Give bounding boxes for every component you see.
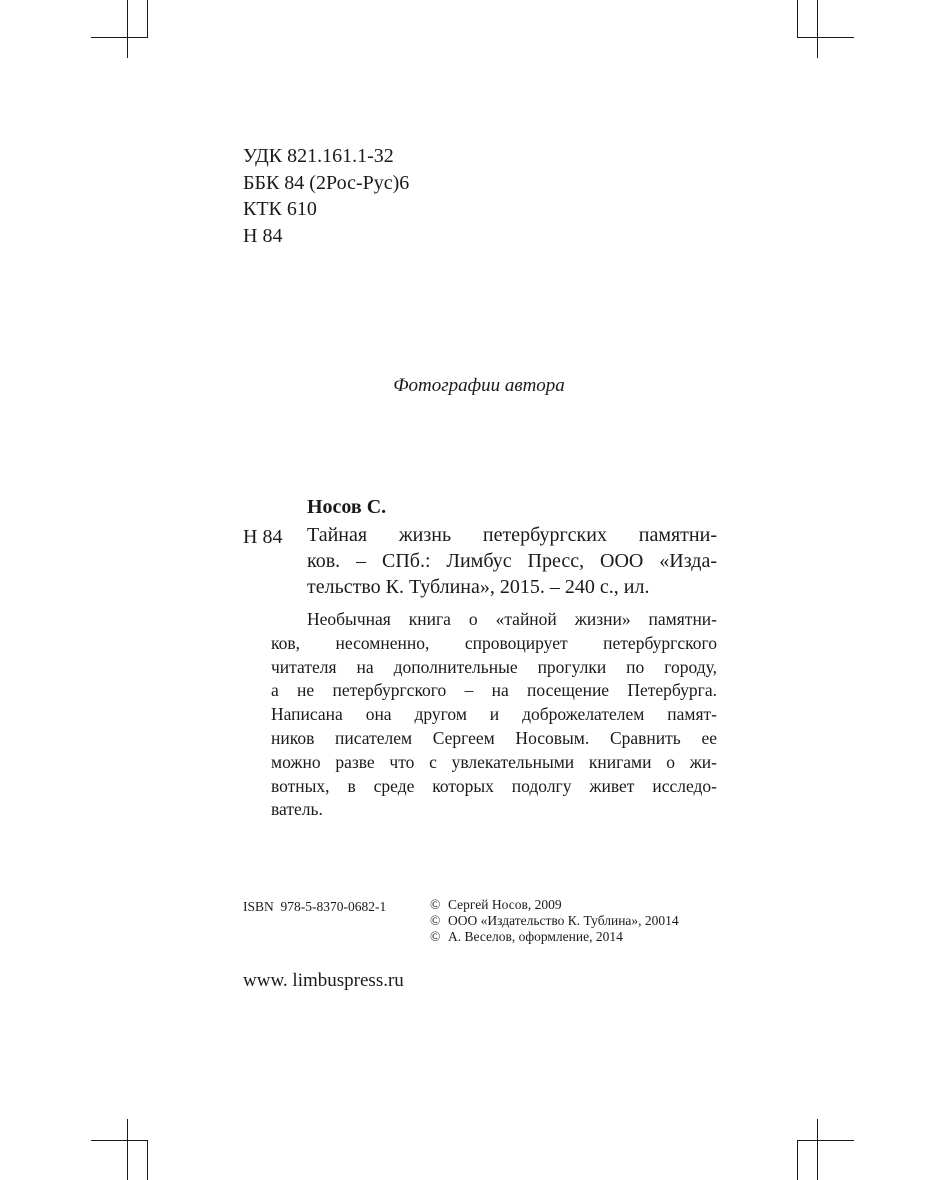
author-code: Н 84 <box>243 526 283 548</box>
copyright-line: ООО «Издательство К. Тублина», 20014 <box>448 913 679 928</box>
annotation-line: можно разве что с увлекательными книгами о жи- <box>271 751 717 772</box>
annotation-line: вотных, в среде которых подолгу живет исследо- <box>271 775 717 796</box>
author-mark: Н 84 <box>243 224 283 247</box>
biblio-line: Тайная жизнь петербургских памятни- <box>307 524 717 546</box>
annotation-line: Необычная книга о «тайной жизни» памятни- <box>307 609 717 629</box>
copyright-symbol: © <box>430 897 441 912</box>
author-name: Носов С. <box>307 496 387 518</box>
annotation-line: ватель. <box>271 799 323 820</box>
ktk-code: КТК 610 <box>243 198 317 220</box>
isbn: ISBN 978-5-8370-0682-1 <box>243 899 387 914</box>
bibliographic-description <box>307 522 717 600</box>
udk-code: УДК 821.161.1-32 <box>243 145 394 167</box>
copyright-symbol: © <box>430 929 441 944</box>
photo-credit: Фотографии автора <box>393 375 565 396</box>
annotation-line: а не петербургского – на посещение Петербурга. <box>271 680 717 701</box>
biblio-line: ков. – СПб.: Лимбус Пресс, ООО «Изда- <box>307 550 717 572</box>
copyright-symbol: © <box>430 913 441 928</box>
copyright-block <box>430 897 679 945</box>
copyright-line: Сергей Носов, 2009 <box>448 897 562 912</box>
publisher-website[interactable]: www. limbuspress.ru <box>243 970 404 991</box>
annotation-line: читателя на дополнительные прогулки по городу, <box>271 656 717 677</box>
classification-codes <box>243 143 409 249</box>
annotation-line: ков, несомненно, спровоцирует петербургского <box>271 632 717 653</box>
annotation-line: ников писателем Сергеем Носовым. Сравнить ее <box>271 727 717 748</box>
annotation <box>271 608 717 822</box>
annotation-line: Написана она другом и доброжелателем памят- <box>271 704 717 725</box>
bbk-code: ББК 84 (2Рос-Рус)6 <box>243 171 410 194</box>
copyright-line: А. Веселов, оформление, 2014 <box>448 929 623 944</box>
biblio-line: тельство К. Тублина», 2015. – 240 с., ил. <box>307 576 650 598</box>
